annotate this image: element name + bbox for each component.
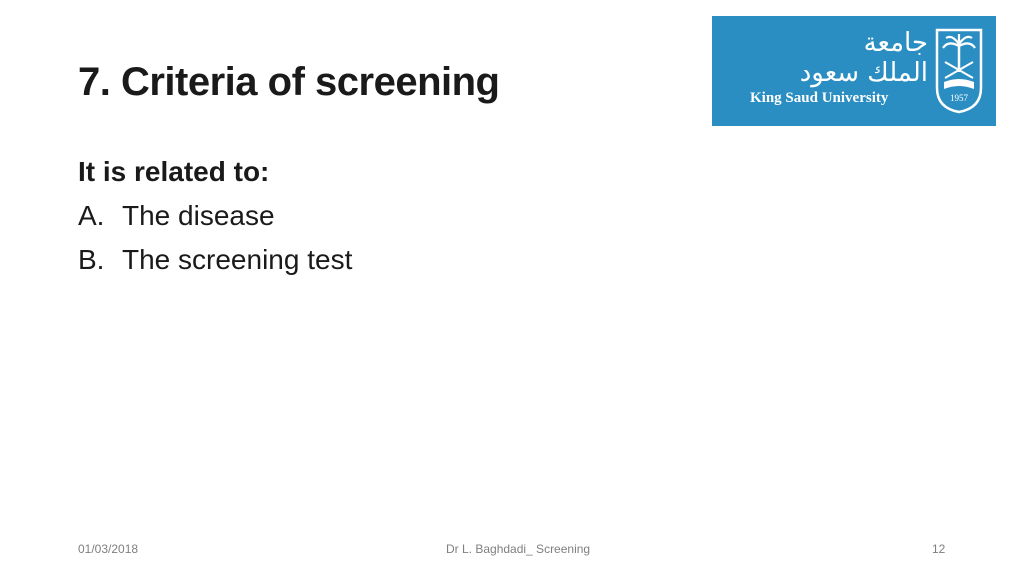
slide-body [78, 156, 352, 288]
list-item-text: The screening test [122, 244, 353, 275]
slide-title: 7. Criteria of screening [78, 60, 500, 104]
list-item-letter: A. [78, 200, 105, 231]
palm-swords-emblem-icon [934, 26, 984, 114]
body-heading: It is related to: [78, 156, 270, 187]
logo-year: 1957 [950, 93, 968, 103]
logo-arabic-line2: الملك سعود [799, 58, 928, 88]
footer-date: 01/03/2018 [78, 542, 139, 556]
university-logo [712, 16, 996, 126]
footer-author: Dr L. Baghdadi_ Screening [446, 542, 591, 556]
logo-english-name: King Saud University [750, 90, 889, 106]
footer-page-number: 12 [932, 542, 946, 556]
list-item-text: The disease [122, 200, 275, 231]
list-item-a [78, 200, 352, 232]
logo-arabic-line1: جامعة [863, 28, 928, 58]
list-item-b [78, 244, 352, 276]
list-item-letter: B. [78, 244, 105, 275]
